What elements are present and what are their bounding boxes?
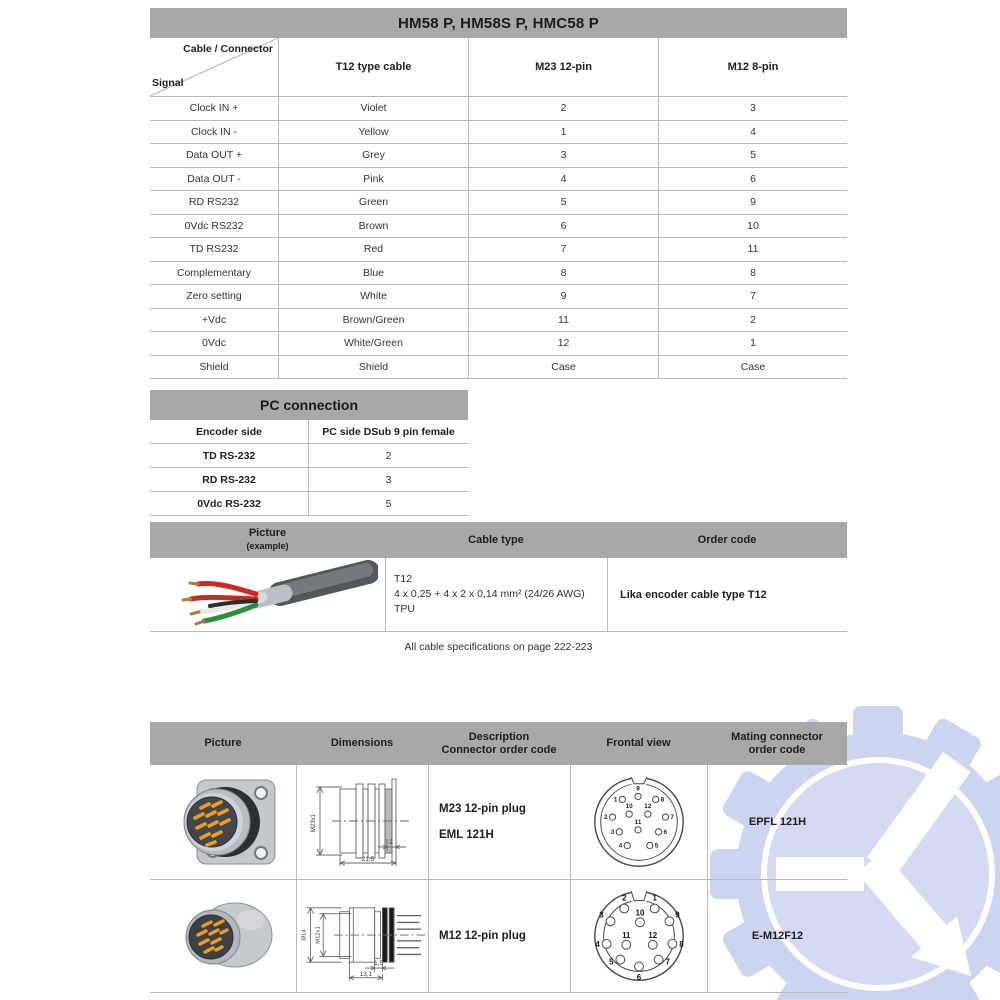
m12-photo-cell <box>150 880 296 993</box>
svg-text:9: 9 <box>636 785 640 793</box>
connector-column-picture: Picture <box>150 722 296 765</box>
m23-cell: Case <box>468 356 658 380</box>
svg-text:2: 2 <box>389 839 393 846</box>
m23-cell: 8 <box>468 262 658 286</box>
signal-cell: Complementary <box>150 262 278 286</box>
signal-cell: Data OUT - <box>150 168 278 192</box>
m12-dimensions-cell <box>296 880 428 993</box>
svg-text:13,1: 13,1 <box>359 970 373 978</box>
m23-frontal-view-drawing <box>585 768 693 876</box>
signal-cell: 0Vdc <box>150 332 278 356</box>
table-row <box>150 168 847 192</box>
cable-column-order-code: Order code <box>697 533 757 546</box>
svg-text:6: 6 <box>636 973 642 983</box>
svg-text:4: 4 <box>618 842 623 850</box>
pc-row-pin: 3 <box>308 468 468 492</box>
svg-text:8: 8 <box>679 939 684 949</box>
description-label-line: Description <box>468 730 530 743</box>
svg-text:10: 10 <box>635 908 645 918</box>
svg-text:2: 2 <box>622 893 627 903</box>
column-header-t12: T12 type cable <box>278 38 468 97</box>
m23-cell: 5 <box>468 191 658 215</box>
m23-cell: 7 <box>468 238 658 262</box>
mating-label-line: Mating connector <box>731 730 823 743</box>
m12-cell: 10 <box>658 215 847 239</box>
cable-spec-note: All cable specifications on page 222-223 <box>404 641 593 653</box>
m23-cell: 6 <box>468 215 658 239</box>
signal-cell: Clock IN - <box>150 121 278 145</box>
connector-row-m12 <box>150 880 847 993</box>
svg-text:11: 11 <box>622 930 631 940</box>
m12-cell: 1 <box>658 332 847 356</box>
corner-label-cable-connector: Cable / Connector <box>183 43 273 55</box>
t12-cell: Brown/Green <box>278 309 468 333</box>
cable-type-cell <box>385 558 607 632</box>
m23-cell: 12 <box>468 332 658 356</box>
table-row <box>150 121 847 145</box>
t12-cell: White/Green <box>278 332 468 356</box>
svg-text:3: 3 <box>610 828 615 836</box>
pc-row-signal: RD RS-232 <box>150 468 308 492</box>
signal-table-header <box>150 38 847 97</box>
signal-cell: Shield <box>150 356 278 380</box>
m23-frontal-view-cell <box>570 765 707 880</box>
cable-type-line: T12 <box>394 573 413 585</box>
cable-photo-cell <box>150 558 385 632</box>
t12-cell: Shield <box>278 356 468 380</box>
table-row <box>150 144 847 168</box>
m23-description-cell <box>428 765 570 880</box>
svg-text:Ø14: Ø14 <box>301 929 308 941</box>
svg-text:11: 11 <box>634 818 642 826</box>
t12-cell: Yellow <box>278 121 468 145</box>
m23-dimensions-cell <box>296 765 428 880</box>
m23-cell: 11 <box>468 309 658 333</box>
m23-photo-cell <box>150 765 296 880</box>
corner-label-signal: Signal <box>152 77 184 89</box>
pc-connection-table <box>150 390 468 516</box>
t12-cell: Grey <box>278 144 468 168</box>
table-row <box>150 332 847 356</box>
svg-text:5: 5 <box>654 842 659 850</box>
pc-column-encoder-side: Encoder side <box>150 420 308 444</box>
signal-cell: +Vdc <box>150 309 278 333</box>
svg-text:2: 2 <box>604 814 608 822</box>
m12-cell: Case <box>658 356 847 380</box>
pc-row-signal: TD RS-232 <box>150 444 308 468</box>
cable-column-picture <box>150 522 385 558</box>
m12-cell: 7 <box>658 285 847 309</box>
signal-cell: Zero setting <box>150 285 278 309</box>
m23-cell: 4 <box>468 168 658 192</box>
signal-cell: Clock IN + <box>150 97 278 121</box>
t12-cell: Violet <box>278 97 468 121</box>
svg-text:6: 6 <box>663 828 668 836</box>
cable-table <box>150 522 847 632</box>
m12-cell: 8 <box>658 262 847 286</box>
connector-order-code: EML 121H <box>439 829 494 841</box>
pc-row-signal: 0Vdc RS-232 <box>150 492 308 516</box>
cable-column-type: Cable type <box>468 533 524 546</box>
signal-cell: 0Vdc RS232 <box>150 215 278 239</box>
svg-text:M12x1: M12x1 <box>315 926 322 944</box>
m12-frontal-view-cell <box>570 880 707 993</box>
table-row <box>150 262 847 286</box>
svg-text:4: 4 <box>595 939 600 949</box>
m23-cell: 1 <box>468 121 658 145</box>
svg-text:7: 7 <box>665 957 670 967</box>
table-row <box>150 309 847 333</box>
signal-cell: RD RS232 <box>150 191 278 215</box>
cable-type-line: TPU <box>394 603 415 615</box>
signal-table <box>150 8 847 379</box>
table-row <box>150 285 847 309</box>
cable-type-line: 4 x 0,25 + 4 x 2 x 0,14 mm² (24/26 AWG) <box>394 588 585 600</box>
svg-text:7: 7 <box>670 814 674 822</box>
table-row <box>150 215 847 239</box>
m12-cell: 9 <box>658 191 847 215</box>
svg-text:5: 5 <box>609 957 614 967</box>
svg-text:1: 1 <box>652 893 657 903</box>
t12-cell: Green <box>278 191 468 215</box>
connector-column-dimensions: Dimensions <box>296 722 428 765</box>
svg-text:1: 1 <box>613 796 618 804</box>
m23-dimension-drawing <box>300 771 425 873</box>
t12-cell: White <box>278 285 468 309</box>
svg-text:M23x1: M23x1 <box>311 813 317 833</box>
t12-cell: Pink <box>278 168 468 192</box>
connector-description: M23 12-pin plug <box>439 803 526 815</box>
table-row <box>150 97 847 121</box>
connector-description: M12 12-pin plug <box>439 930 526 942</box>
signal-table-title: HM58 P, HM58S P, HMC58 P <box>150 8 847 38</box>
m12-cell: 4 <box>658 121 847 145</box>
pc-connection-title: PC connection <box>150 390 468 420</box>
table-row <box>150 191 847 215</box>
corner-cell <box>150 38 278 97</box>
cable-photo <box>158 560 378 630</box>
connector-column-description <box>428 722 570 765</box>
m12-cell: 3 <box>658 97 847 121</box>
description-label-line: Connector order code <box>441 743 557 756</box>
m12-mating-code-cell: E-M12F12 <box>707 880 847 993</box>
m23-cell: 9 <box>468 285 658 309</box>
connector-column-mating <box>707 722 847 765</box>
t12-cell: Blue <box>278 262 468 286</box>
connector-column-frontal-view: Frontal view <box>570 722 707 765</box>
table-row <box>150 238 847 262</box>
svg-text:12: 12 <box>644 803 652 811</box>
t12-cell: Brown <box>278 215 468 239</box>
m12-frontal-view-drawing <box>585 882 693 990</box>
column-header-m23: M23 12-pin <box>468 38 658 97</box>
m12-cell: 11 <box>658 238 847 262</box>
m23-cell: 2 <box>468 97 658 121</box>
svg-text:12: 12 <box>648 930 658 940</box>
cable-picture-label: Picture <box>248 527 287 539</box>
table-row <box>150 356 847 380</box>
svg-text:21,5: 21,5 <box>361 856 375 863</box>
m23-mating-code-cell: EPFL 121H <box>707 765 847 880</box>
m12-connector-photo <box>163 890 283 982</box>
cable-order-code-cell: Lika encoder cable type T12 <box>607 558 847 632</box>
connector-table <box>150 722 847 993</box>
signal-cell: TD RS232 <box>150 238 278 262</box>
svg-text:1,5: 1,5 <box>374 960 383 968</box>
svg-text:3: 3 <box>599 910 604 920</box>
t12-cell: Red <box>278 238 468 262</box>
svg-text:10: 10 <box>625 803 633 811</box>
pc-column-dsub: PC side DSub 9 pin female <box>308 420 468 444</box>
mating-label-line: order code <box>748 743 806 756</box>
svg-text:8: 8 <box>660 796 665 804</box>
m23-connector-photo <box>157 772 289 872</box>
m12-cell: 2 <box>658 309 847 333</box>
m23-cell: 3 <box>468 144 658 168</box>
pc-row-pin: 2 <box>308 444 468 468</box>
svg-text:9: 9 <box>675 910 680 920</box>
cable-picture-sublabel: (example) <box>246 541 289 551</box>
m12-dimension-drawing <box>297 885 428 987</box>
column-header-m12: M12 8-pin <box>658 38 847 97</box>
signal-cell: Data OUT + <box>150 144 278 168</box>
m12-cell: 6 <box>658 168 847 192</box>
m12-cell: 5 <box>658 144 847 168</box>
connector-row-m23 <box>150 765 847 880</box>
m12-description-cell <box>428 880 570 993</box>
pc-row-pin: 5 <box>308 492 468 516</box>
